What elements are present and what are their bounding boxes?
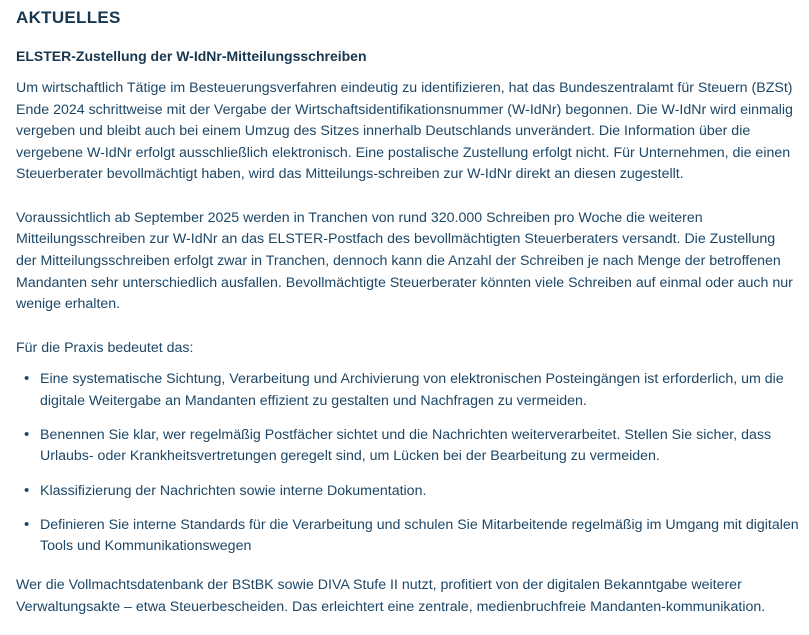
- paragraph-intro: Um wirtschaftlich Tätige im Besteuerungsverfahren eindeutig zu identifizieren, hat das Bundeszentralamt für Steuern (BZSt) Ende 2024 schrittweise mit der Vergabe der Wirtschaftsidentifikationsnummer (W-IdNr) begonnen. Die W-IdNr wird einmalig vergeben und bleibt auch bei einem Umzug des Sitzes innerhalb Deutschlands unverändert. Die Information über die vergebene W-IdNr erfolgt ausschließlich elektronisch. Eine postalische Zustellung erfolgt nicht. Für Unternehmen, die einen Steuerberater bevollmächtigt haben, wird das Mitteilungs-schreiben zur W-IdNr direkt an diesen zugestellt.: [16, 80, 793, 183]
- list-item: • Benennen Sie klar, wer regelmäßig Postfächer sichtet und die Nachrichten weiterverarbeitet. Stellen Sie sicher, dass Urlaubs- oder Krankheitsvertretungen geregelt sind, um Lücken bei der Bearbeitung zu vermeiden.: [16, 425, 799, 468]
- page-title: AKTUELLES: [16, 8, 121, 27]
- practice-intro-text: Für die Praxis bedeutet das:: [16, 339, 194, 356]
- paragraph-tranchen: Voraussichtlich ab September 2025 werden in Tranchen von rund 320.000 Schreiben pro Woche die weiteren Mitteilungsschreiben zur W-IdNr an das ELSTER-Postfach des bevollmächtigten Steuerberaters versandt. Die Zustellung der Mitteilungsschreiben erfolgt zwar in Tranchen, dennoch kann die Anzahl der Schreiben je nach Menge der betroffenen Mandanten sehr unterschiedlich ausfallen. Bevollmächtigte Steuerberater könnten viele Schreiben auf einmal oder auch nur wenige erhalten.: [16, 209, 793, 313]
- list-item: • Eine systematische Sichtung, Verarbeitung und Archivierung von elektronischen Posteingängen ist erforderlich, um die digitale Weitergabe an Mandanten effizient zu gestalten und Nachfragen zu vermeiden.: [16, 369, 799, 412]
- paragraph-closing: Wer die Vollmachtsdatenbank der BStBK sowie DIVA Stufe II nutzt, profitiert von der digitalen Bekanntgabe weiterer Verwaltungsakte – etwa Steuerbescheiden. Das erleichtert eine zentrale, medienbruchfreie Mandanten-kommunikation.: [16, 577, 766, 616]
- article-subtitle: ELSTER-Zustellung der W-IdNr-Mitteilungsschreiben: [16, 48, 367, 64]
- list-item: • Klassifizierung der Nachrichten sowie interne Dokumentation.: [16, 481, 799, 502]
- list-item: • Definieren Sie interne Standards für die Verarbeitung und schulen Sie Mitarbeitende regelmäßig im Umgang mit digitalen Tools und Kommunikationswegen: [16, 515, 799, 558]
- practice-points-list: [16, 369, 799, 557]
